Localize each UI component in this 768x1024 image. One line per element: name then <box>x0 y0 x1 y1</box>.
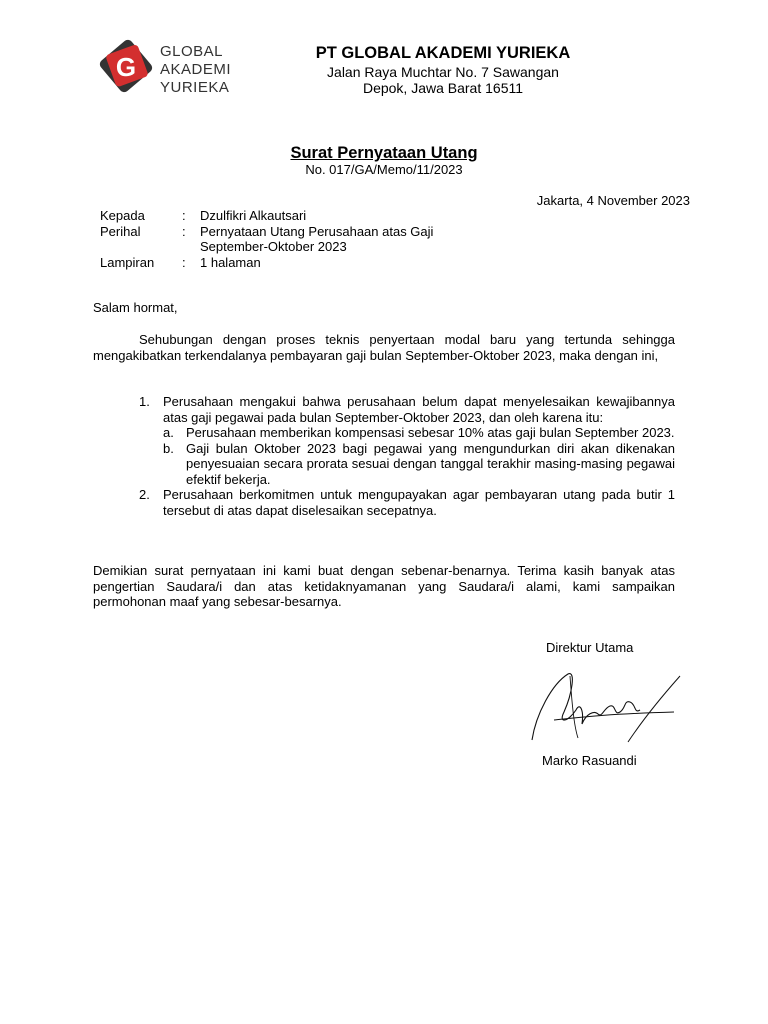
greeting: Salam hormat, <box>93 300 178 315</box>
company-logo <box>96 36 256 100</box>
sub-item <box>163 425 675 441</box>
meta-value: 1 halaman <box>200 254 261 270</box>
meta-colon: : <box>182 208 186 223</box>
svg-text:G: G <box>115 52 137 82</box>
sub-item <box>163 441 675 488</box>
signatory-position: Direktur Utama <box>546 640 634 655</box>
meta-row-lampiran <box>100 255 500 271</box>
closing-paragraph: Demikian surat pernyataan ini kami buat dengan sebenar-benarnya. Terima kasih banyak atas pengertian Saudara/i dan atas ketidaknyamanan yang Saudara/i alami, kami sampaikan permohonan maaf yang sebesar-besarnya. <box>93 563 675 609</box>
list-item-text: Perusahaan berkomitmen untuk mengupayakan agar pembayaran utang pada butir 1 tersebut di atas dapat diselesaikan secepatnya. <box>163 487 675 518</box>
letter-heading <box>0 142 768 178</box>
company-address-line2: Depok, Jawa Barat 16511 <box>362 80 524 96</box>
list-number: 1. <box>139 394 150 409</box>
meta-label: Lampiran <box>100 254 155 270</box>
sub-item-text: Gaji bulan Oktober 2023 bagi pegawai yang mengundurkan diri akan dikenakan penyesuaian secara prorata sesuai dengan tanggal terakhir masing-masing pegawai efektif bekerja. <box>186 440 675 487</box>
company-header <box>250 42 636 96</box>
logo-line-1: GLOBAL <box>160 43 224 60</box>
meta-value: Pernyataan Utang Perusahaan atas Gaji September-Oktober 2023 <box>200 223 434 254</box>
meta-row-kepada <box>100 208 500 224</box>
letter-meta <box>100 208 500 270</box>
meta-label: Kepada <box>100 208 145 223</box>
g-logo-icon <box>96 36 256 100</box>
list-item <box>93 394 675 487</box>
meta-label: Perihal <box>100 223 141 239</box>
meta-colon: : <box>182 254 186 270</box>
logo-line-2: AKADEMI <box>160 61 232 78</box>
signatory-name: Marko Rasuandi <box>542 753 637 768</box>
meta-value: Dzulfikri Alkautsari <box>200 208 307 223</box>
company-address-line1: Jalan Raya Muchtar No. 7 Sawangan <box>327 64 559 80</box>
statement-list <box>93 394 675 518</box>
meta-row-perihal <box>100 224 500 255</box>
intro-paragraph: Sehubungan dengan proses teknis penyertaan modal baru yang tertunda sehingga mengakibatkan terkendalanya pembayaran gaji bulan September-Oktober 2023, maka dengan ini, <box>93 332 675 363</box>
letter-title: Surat Pernyataan Utang <box>290 144 478 162</box>
letter-date: Jakarta, 4 November 2023 <box>536 193 690 208</box>
list-item <box>93 487 675 518</box>
sub-item-letter: b. <box>163 440 174 456</box>
list-item-text: Perusahaan mengakui bahwa perusahaan belum dapat menyelesaikan kewajibannya atas gaji pegawai pada bulan September-Oktober 2023, dan oleh karena itu: <box>163 394 675 425</box>
list-number: 2. <box>139 487 150 502</box>
letter-number: No. 017/GA/Memo/11/2023 <box>305 162 463 177</box>
meta-colon: : <box>182 223 186 239</box>
logo-line-3: YURIEKA <box>160 79 230 96</box>
handwritten-signature <box>524 664 684 744</box>
sub-item-text: Perusahaan memberikan kompensasi sebesar 10% atas gaji bulan September 2023. <box>186 425 675 440</box>
company-name: PT GLOBAL AKADEMI YURIEKA <box>315 44 571 62</box>
sub-item-letter: a. <box>163 425 174 440</box>
